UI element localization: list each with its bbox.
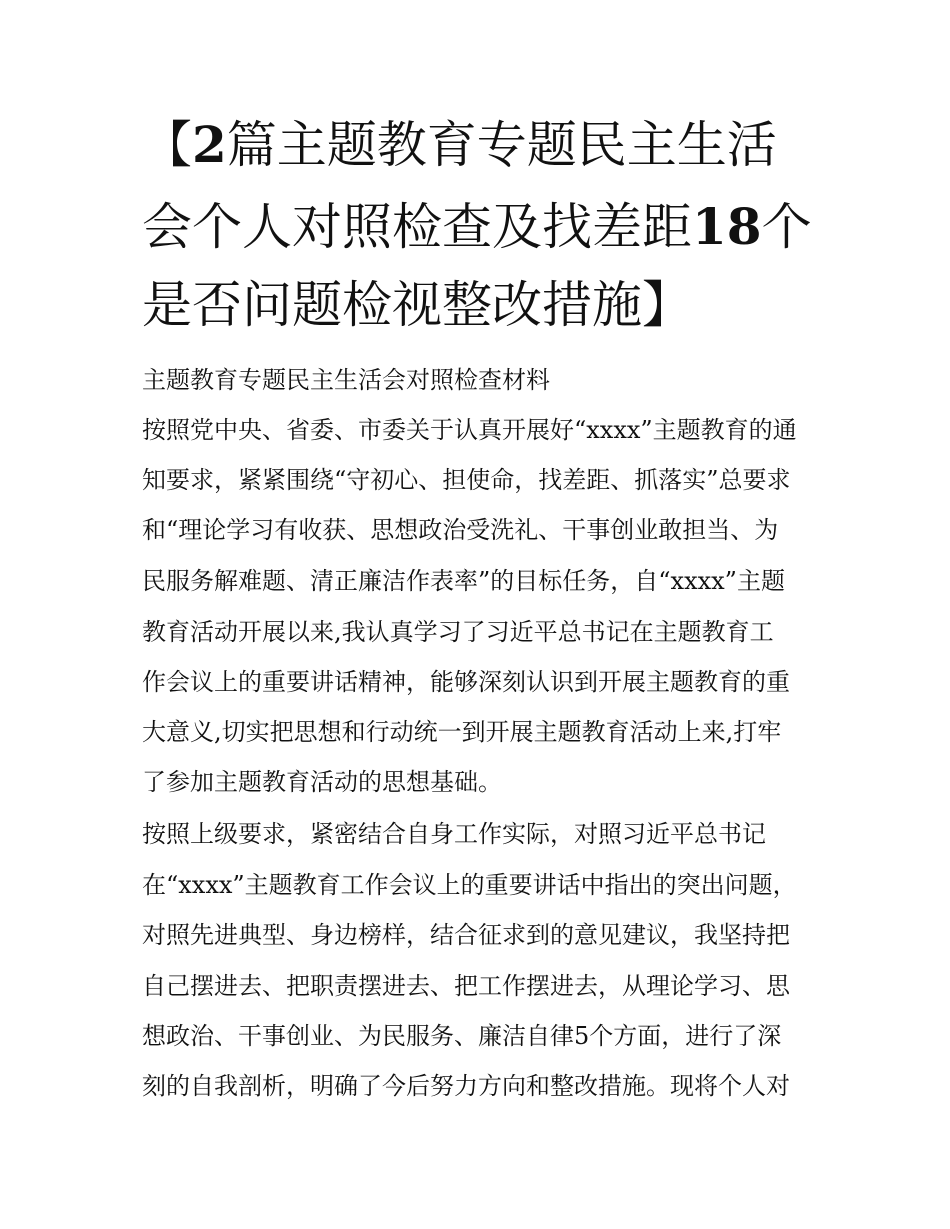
document-title-line-3: 是否问题检视整改措施】 bbox=[142, 276, 692, 334]
paragraph2-line: 在“xxxx”主题教育工作会议上的重要讲话中指出的突出问题， bbox=[142, 871, 797, 899]
paragraph1-line: 民服务解难题、清正廉洁作表率”的目标任务，自“xxxx”主题 bbox=[142, 567, 785, 595]
paragraph1-line: 和“理论学习有收获、思想政治受洗礼、干事创业敢担当、为 bbox=[142, 516, 779, 544]
paragraph2-line: 按照上级要求，紧密结合自身工作实际，对照习近平总书记 bbox=[142, 820, 766, 848]
paragraph2-line: 自己摆进去、把职责摆进去、把工作摆进去，从理论学习、思 bbox=[142, 972, 790, 1000]
paragraph1-line: 了参加主题教育活动的思想基础。 bbox=[142, 768, 502, 796]
document-title-line-1: 【2篇主题教育专题民主生活 bbox=[142, 115, 777, 174]
document-title-line-2: 会个人对照检查及找差距18个 bbox=[142, 197, 812, 256]
paragraph2-line: 刻的自我剖析，明确了今后努力方向和整改措施。现将个人对 bbox=[142, 1072, 790, 1100]
paragraph1-line: 知要求，紧紧围绕“守初心、担使命，找差距、抓落实”总要求 bbox=[142, 466, 791, 494]
paragraph1-line: 大意义,切实把思想和行动统一到开展主题教育活动上来,打牢 bbox=[142, 718, 782, 746]
paragraph2-line: 想政治、干事创业、为民服务、廉洁自律5个方面，进行了深 bbox=[142, 1022, 782, 1050]
paragraph2-line: 对照先进典型、身边榜样，结合征求到的意见建议，我坚持把 bbox=[142, 921, 790, 949]
document-subtitle: 主题教育专题民主生活会对照检查材料 bbox=[142, 366, 550, 394]
paragraph1-line: 作会议上的重要讲话精神，能够深刻认识到开展主题教育的重 bbox=[142, 668, 790, 696]
paragraph1-line: 按照党中央、省委、市委关于认真开展好“xxxx”主题教育的通 bbox=[142, 416, 797, 444]
paragraph1-line: 教育活动开展以来,我认真学习了习近平总书记在主题教育工 bbox=[142, 618, 774, 646]
